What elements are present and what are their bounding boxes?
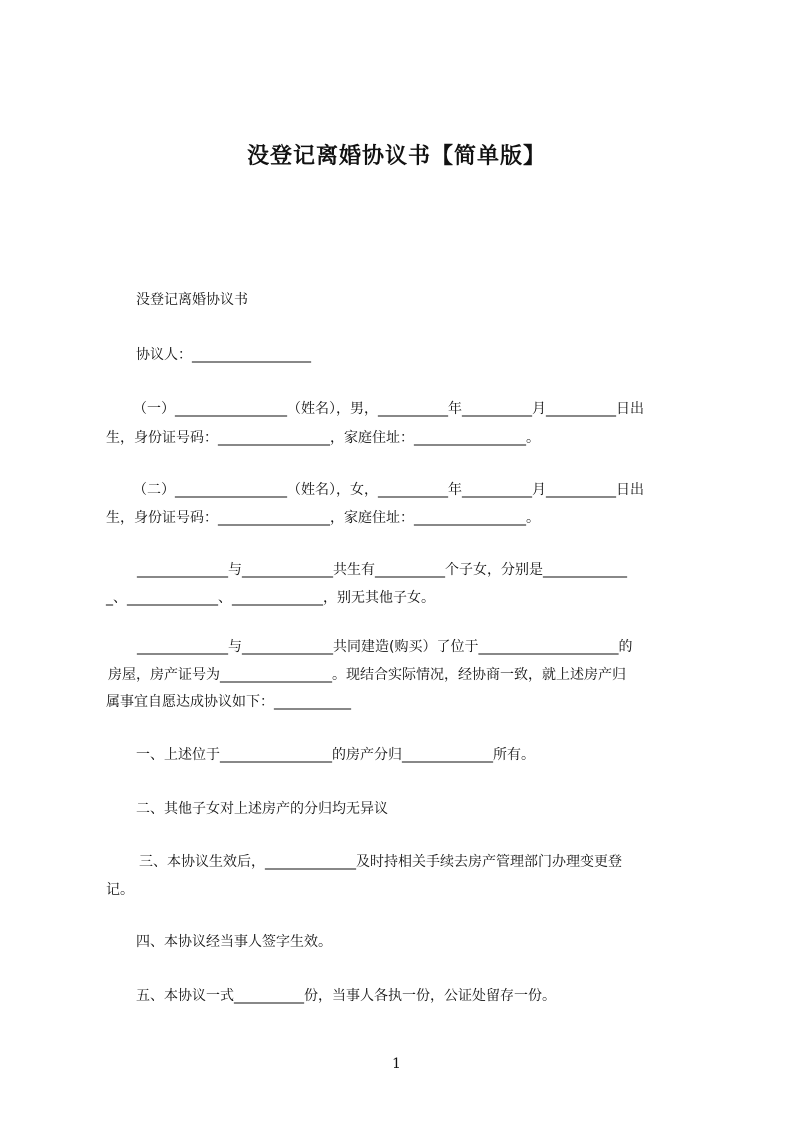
clause-2: 二、其他子女对上述房产的分归均无异议 — [136, 801, 388, 817]
children-line1: _____________与_____________共生有__________个子女，分别是____________ — [137, 562, 627, 578]
house-line1: _____________与_____________共同建造(购买）了位于____________________的 — [137, 639, 633, 655]
house-line3: 属事宜自愿达成协议如下：___________ — [106, 694, 351, 710]
house-line2: 房屋，房产证号为________________。现结合实际情况，经协商一致，就上述房产归 — [108, 667, 626, 683]
party2-line1: （二）________________（姓名），女，__________年__________月__________日出 — [133, 482, 644, 498]
party1-line1: （一）________________（姓名），男，__________年__________月__________日出 — [133, 401, 644, 417]
children-line2: _、_____________、_____________，别无其他子女。 — [106, 590, 435, 606]
party1-line2: 生，身份证号码：________________，家庭住址：________________。 — [106, 430, 540, 446]
page-number: 1 — [392, 1056, 401, 1072]
clause-4: 四、本协议经当事人签字生效。 — [136, 934, 332, 950]
clause-1: 一、上述位于________________的房产分归_____________所有。 — [136, 747, 535, 763]
party2-line2: 生，身份证号码：________________，家庭住址：________________。 — [106, 510, 540, 526]
parties-label: 协议人：_________________ — [136, 347, 311, 363]
clause-3-line1: 三、本协议生效后，_____________及时持相关手续去房产管理部门办理变更登 — [139, 854, 622, 870]
agreement-heading: 没登记离婚协议书 — [136, 292, 248, 308]
clause-5: 五、本协议一式__________份，当事人各执一份，公证处留存一份。 — [136, 988, 556, 1004]
clause-3-line2: 记。 — [106, 882, 134, 898]
document-title: 没登记离婚协议书【简单版】 — [246, 144, 546, 169]
